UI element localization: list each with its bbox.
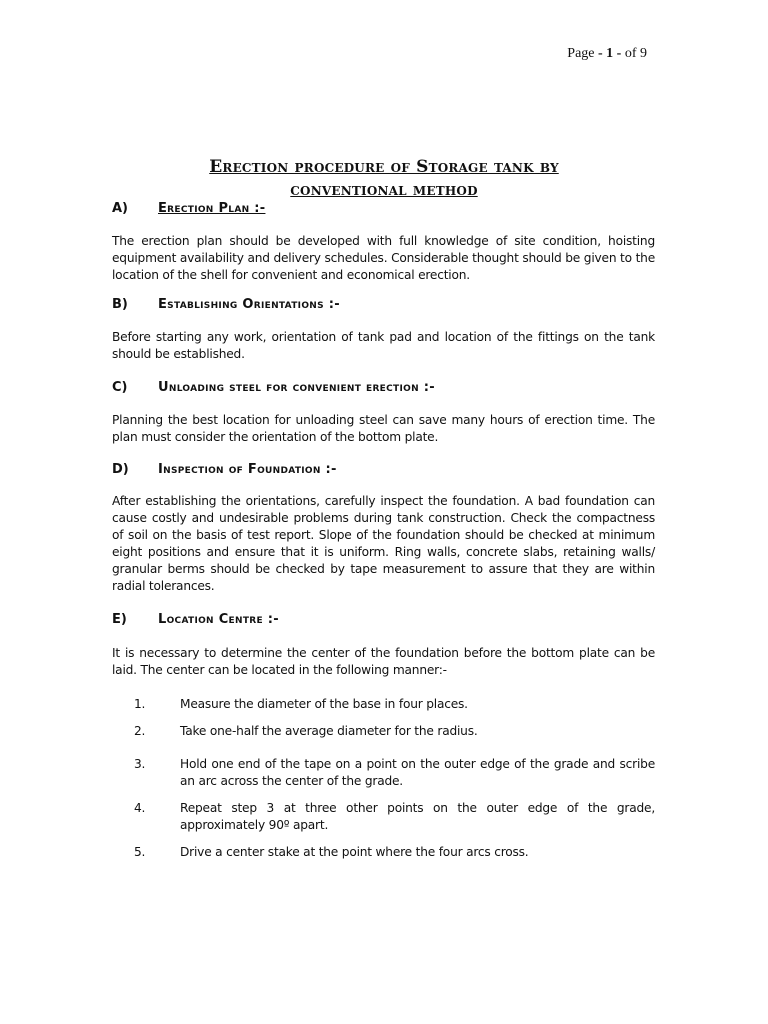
section-d-paragraph: After establishing the orientations, carefully inspect the foundation. A bad foundation can cause costly and undesirable problems during tank construction. Check the compactness of soil on the basis of test report. Slope of the foundation should be checked at minimum eight positions and ensure that it is uniform. Ring walls, concrete slabs, retaining walls/ granular berms should be checked by tape measurement to assure that they are within radial tolerances. [112, 494, 655, 593]
section-heading-b [112, 297, 340, 312]
section-heading-a [112, 201, 265, 216]
list-item-text: Measure the diameter of the base in four places. [180, 697, 468, 711]
list-item-number: 1. [134, 697, 146, 711]
page-number [567, 46, 647, 62]
section-letter: C) [112, 380, 128, 395]
page-number-prefix: Page [567, 46, 595, 61]
document-title-line-2: conventional method [290, 180, 478, 200]
section-b-paragraph: Before starting any work, orientation of tank pad and location of the fittings on the tank should be established. [112, 330, 655, 361]
section-title: Unloading steel for convenient erection :- [158, 380, 435, 395]
list-item-number: 5. [134, 845, 146, 859]
section-title: Establishing Orientations :- [158, 297, 340, 312]
list-item-text: Repeat step 3 at three other points on the outer edge of the grade, approximately 90º apart. [180, 801, 655, 832]
section-title: Erection Plan :- [158, 201, 266, 216]
page-number-suffix: of 9 [624, 46, 647, 61]
list-item-number: 3. [134, 757, 146, 771]
section-heading-e [112, 612, 279, 627]
section-letter: E) [112, 612, 127, 627]
section-title: Inspection of Foundation :- [158, 462, 337, 477]
list-item-text: Hold one end of the tape on a point on the outer edge of the grade and scribe an arc across the center of the grade. [180, 757, 655, 788]
list-item-text: Take one-half the average diameter for the radius. [180, 724, 478, 738]
list-item-number: 2. [134, 724, 146, 738]
section-a-paragraph: The erection plan should be developed with full knowledge of site condition, hoisting equipment availability and delivery schedules. Considerable thought should be given to the location of the shell for convenient and economical erection. [112, 234, 655, 282]
section-heading-c [112, 380, 435, 395]
section-title: Location Centre :- [158, 612, 279, 627]
section-c-paragraph: Planning the best location for unloading steel can save many hours of erection time. The plan must consider the orientation of the bottom plate. [112, 413, 655, 444]
document-title-line-1: Erection procedure of Storage tank by [209, 157, 559, 177]
section-e-paragraph: It is necessary to determine the center of the foundation before the bottom plate can be laid. The center can be located in the following manner:- [112, 646, 655, 677]
section-letter: A) [112, 201, 129, 216]
section-letter: B) [112, 297, 128, 312]
page-number-current: - 1 - [598, 46, 622, 61]
section-letter: D) [112, 462, 129, 477]
section-heading-d [112, 462, 337, 477]
list-item-text: Drive a center stake at the point where the four arcs cross. [180, 845, 529, 859]
list-item-number: 4. [134, 801, 146, 815]
